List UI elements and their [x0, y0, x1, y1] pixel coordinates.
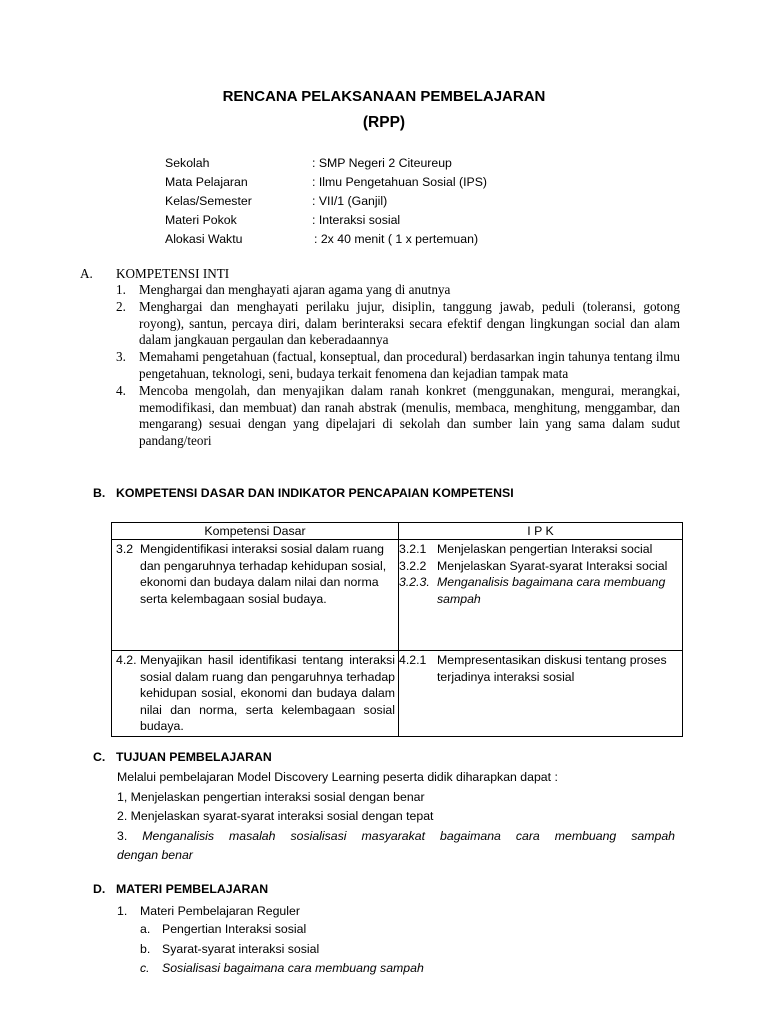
- section-tujuan: [117, 768, 675, 866]
- identity-label: Materi Pokok: [165, 213, 237, 227]
- identity-value: : 2x 40 menit ( 1 x pertemuan): [314, 232, 479, 246]
- list-item: b. Syarat-syarat interaksi sosial: [140, 941, 320, 956]
- kompetensi-table: [111, 522, 683, 737]
- list-item: 2. Menghargai dan menghayati perilaku jujur, disiplin, tanggung jawab, peduli (toleransi, gotong royong), santun, percaya diri, dalam berinteraksi secara efektif dengan lingkungan social dan alam dalam jangkauan pergaulan dan keberadaannya: [116, 298, 680, 348]
- identity-row: [165, 211, 487, 230]
- table-header-ipk: I P K: [399, 523, 683, 540]
- table-row: [112, 651, 683, 737]
- table-cell-kd: 4.2. Menyajikan hasil identifikasi tentang interaksi sosial dalam ruang dan pengaruhnya terhadap kehidupan sosial, ekonomi dan budaya dalam nilai dan norma, serta kelembagaan sosial budaya.: [112, 651, 399, 737]
- materi-subheading: 1. Materi Pembelajaran Reguler: [117, 904, 300, 918]
- identity-row: [165, 154, 487, 173]
- identity-value: : SMP Negeri 2 Citeureup: [312, 156, 452, 170]
- list-item: a. Pengertian Interaksi sosial: [140, 922, 307, 936]
- tujuan-item: 2. Menjelaskan syarat-syarat interaksi sosial dengan tepat: [117, 809, 434, 823]
- identity-block: [165, 154, 487, 249]
- identity-row: [165, 192, 487, 211]
- tujuan-intro: Melalui pembelajaran Model Discovery Learning peserta didik diharapkan dapat :: [117, 770, 558, 784]
- table-row: [112, 540, 683, 651]
- ipk-item: 3.2.3. Menganalisis bagaimana cara membuang sampah: [399, 575, 666, 606]
- table-cell-ipk: [399, 651, 683, 737]
- materi-list: [140, 920, 424, 979]
- tujuan-item-continued: dengan benar: [117, 848, 193, 862]
- identity-label: Mata Pelajaran: [165, 175, 248, 189]
- identity-value: : VII/1 (Ganjil): [312, 194, 388, 208]
- identity-label: Kelas/Semester: [165, 194, 252, 208]
- list-item: 4. Mencoba mengolah, dan menyajikan dalam ranah konkret (menggunakan, mengurai, merangkai, memodifikasi, dan membuat) dan ranah abstrak (menulis, membaca, menghitung, menggambar, dan mengarang) sesuai dengan yang dipelajari di sekolah dan sumber lain yang sama dalam sudut pandang/teori: [116, 382, 680, 449]
- list-item: 1. Menghargai dan menghayati ajaran agama yang di anutnya: [116, 282, 451, 297]
- section-kompetensi-inti: [80, 266, 680, 450]
- tujuan-item: 1, Menjelaskan pengertian interaksi sosial dengan benar: [117, 789, 425, 804]
- ipk-item: 3.2.1 Menjelaskan pengertian Interaksi social: [399, 542, 653, 556]
- section-heading: D. MATERI PEMBELAJARAN: [93, 882, 269, 896]
- tujuan-item: 3. Menganalisis masalah sosialisasi masyarakat bagaimana cara membuang sampah: [117, 828, 675, 843]
- table-cell-ipk: [399, 540, 683, 651]
- identity-value: : Interaksi sosial: [312, 213, 401, 227]
- document-subtitle: (RPP): [362, 114, 406, 131]
- list-item: 3. Memahami pengetahuan (factual, konseptual, dan procedural) berdasarkan ingin tahunya tentang ilmu pengetahuan, teknologi, seni, budaya terkait fenomena dan kejadian tampak mata: [116, 349, 680, 381]
- table-header-kd: Kompetensi Dasar: [112, 523, 399, 540]
- identity-row: [165, 173, 487, 192]
- ipk-item: 4.2.1 Mempresentasikan diskusi tentang proses terjadinya interaksi sosial: [399, 653, 667, 684]
- identity-label: Alokasi Waktu: [165, 232, 243, 246]
- ipk-item: 3.2.2 Menjelaskan Syarat-syarat Interaksi social: [399, 558, 668, 573]
- kompetensi-inti-list: [80, 282, 680, 450]
- identity-label: Sekolah: [165, 156, 210, 170]
- table-header-row: [112, 523, 683, 540]
- table-cell-kd: 3.2 Mengidentifikasi interaksi sosial dalam ruang dan pengaruhnya terhadap kehidupan sosial, ekonomi dan budaya dalam nilai dan norma serta kelembagaan sosial budaya.: [112, 540, 399, 651]
- section-heading: B. KOMPETENSI DASAR DAN INDIKATOR PENCAPAIAN KOMPETENSI: [93, 486, 514, 500]
- identity-row: [165, 230, 487, 249]
- list-item: c. Sosialisasi bagaimana cara membuang sampah: [140, 961, 424, 975]
- section-heading: A. KOMPETENSI INTI: [80, 266, 230, 281]
- section-heading: C. TUJUAN PEMBELAJARAN: [93, 750, 272, 764]
- document-title: RENCANA PELAKSANAAN PEMBELAJARAN: [222, 88, 546, 105]
- identity-value: : Ilmu Pengetahuan Sosial (IPS): [312, 175, 487, 189]
